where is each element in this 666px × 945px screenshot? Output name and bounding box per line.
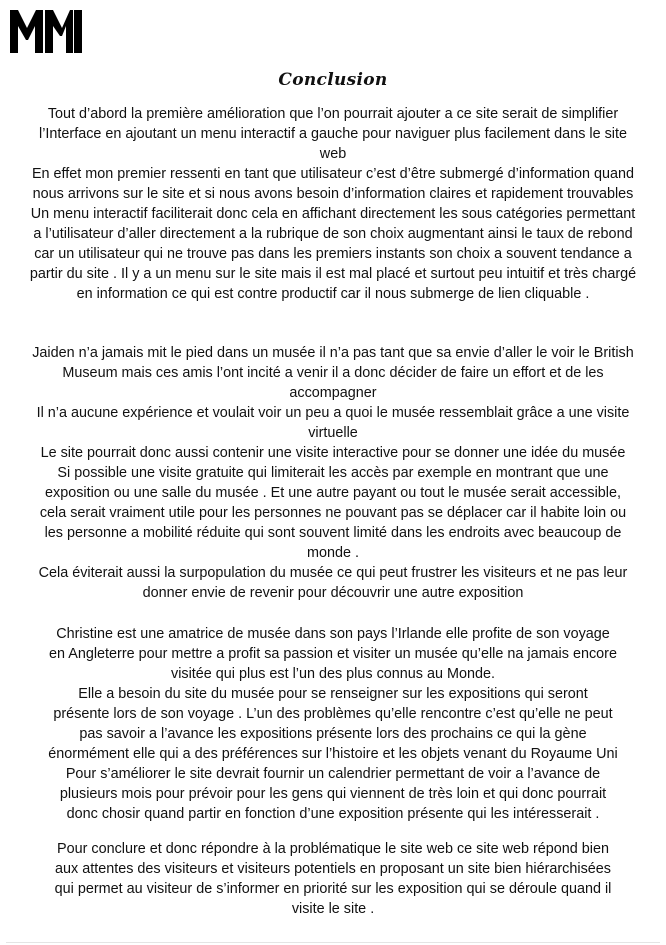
text-line: accompagner [289,385,377,401]
text-line: en Angleterre pour mettre a profit sa passion et visiter un musée qu’elle na jamais encore [49,646,617,662]
page-title: Conclusion [278,70,388,90]
paragraph-conclusion [22,839,644,919]
paragraph-spacer [22,824,644,839]
text-line: monde . [307,545,359,561]
text-line: les personne a mobilité réduite qui sont souvent limité dans les endroits avec beaucoup de [44,525,622,541]
text-line: Elle a besoin du site du musée pour se renseigner sur les expositions qui seront [78,686,588,702]
paragraph-spacer [22,603,644,624]
text-line: web [319,146,347,162]
text-line: Il n’a aucune expérience et voulait voir un peu a quoi le musée ressemblait grâce a une visite [36,405,630,421]
text-line: Si possible une visite gratuite qui limiterait les accès par exemple en montrant que une [57,465,609,481]
text-line: Cela éviterait aussi la surpopulation du musée ce qui peut frustrer les visiteurs et ne pas leur [38,565,628,581]
text-line: car un utilisateur qui ne trouve pas dans les premiers instants son choix a souvent tendance a [34,246,632,262]
text-line: aux attentes des visiteurs et visiteurs potentiels en proposant un site bien hiérarchisées [55,861,611,877]
text-line: Tout d’abord la première amélioration que l’on pourrait ajouter a ce site serait de simplifier [47,106,619,122]
text-line: partir du site . Il y a un menu sur le site mais il est mal placé et surtout peu intuitif et très chargé [29,266,637,282]
text-line: donc chosir quand partir en fonction d’une exposition présente qui les intéresserait . [66,806,600,822]
text-line: exposition ou une salle du musée . Et une autre payant ou tout le musée serait accessible, [45,485,621,501]
text-line: plusieurs mois pour prévoir pour les gens qui viennent de très loin et qui donc pourrait [59,786,607,802]
page-bottom-divider [6,942,660,943]
text-line: qui permet au visiteur de s’informer en priorité sur les exposition qui se déroule quand il [54,881,612,897]
text-line: Christine est une amatrice de musée dans son pays l’Irlande elle profite de son voyage [56,626,610,642]
paragraph-interface-improvement [22,104,644,304]
text-line: Le site pourrait donc aussi contenir une visite interactive pour se donner une idée du musée [40,445,626,461]
text-line: visite le site . [291,901,375,917]
text-line: Museum mais ces amis l’ont incité a venir il a donc décider de faire un effort et de les [62,365,604,381]
text-line: Pour s’améliorer le site devrait fournir un calendrier permettant de voir a l’avance de [65,766,601,782]
text-line: en information ce qui est contre productif car il nous submerge de lien cliquable . [76,286,590,302]
paragraph-jaiden [22,343,644,603]
text-line: donner envie de revenir pour découvrir une autre exposition [142,585,524,601]
text-line: Pour conclure et donc répondre à la problématique le site web ce site web répond bien [57,841,609,857]
text-line: énormément elle qui a des préférences sur l’histoire et les objets venant du Royaume Uni [48,746,618,762]
mmi-logo [10,6,82,54]
paragraph-spacer [22,304,644,343]
text-line: En effet mon premier ressenti en tant que utilisateur c’est d’être submergé d’information quand [31,166,635,182]
text-line: virtuelle [308,425,358,441]
text-line: visitée qui plus est l’un des plus connus au Monde. [171,666,495,682]
text-line: l’Interface en ajoutant un menu interactif a gauche pour naviguer plus facilement dans le site [39,126,627,142]
text-line: Un menu interactif faciliterait donc cela en affichant directement les sous catégories permettant [30,206,636,222]
text-line: pas savoir a l’avance les expositions présente lors des prochains ce qui la gène [79,726,587,742]
text-line: nous arrivons sur le site et si nous avons besoin d’information claires et rapidement trouvables [32,186,634,202]
text-line: présente lors de son voyage . L’un des problèmes qu’elle rencontre c’est qu’elle ne peut [53,706,613,722]
document-body [22,104,644,919]
paragraph-christine [22,624,644,824]
text-line: a l’utilisateur d’aller directement a la rubrique de son choix augmentant ainsi le taux de rebond [33,226,633,242]
text-line: cela serait vraiment utile pour les personnes ne pouvant pas se déplacer car il habite loin ou [39,505,627,521]
text-line: Jaiden n’a jamais mit le pied dans un musée il n’a pas tant que sa envie d’aller le voir le British [32,345,634,361]
